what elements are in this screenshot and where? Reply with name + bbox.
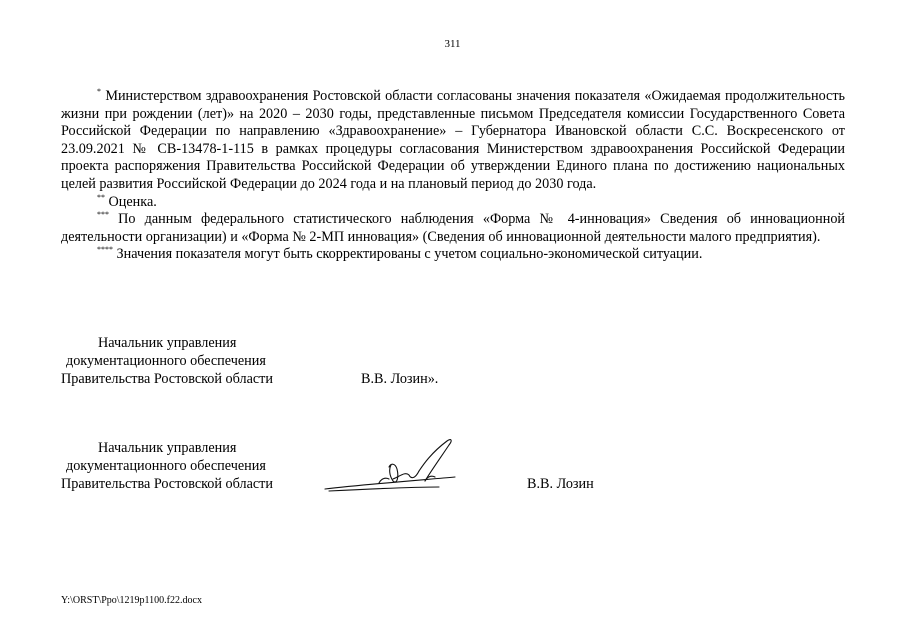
signature-block-2 — [61, 439, 621, 493]
footnote-3 — [61, 211, 845, 246]
footnote-text: Министерством здравоохранения Ростовской области согласованы значения показателя «Ожидаемая продолжительность жизни при рождении (лет)» на 2020 – 2030 годы, представленные письмом Председателя комиссии Государственного Совета Российской Федерации по направлению «Здравоохранение» – Губернатора Ивановской области С.С. Воскресенского от 23.09.2021 № СВ-13478-1-115 в рамках процедуры согласования Министерством здравоохранения Российской Федерации проекта распоряжения Правительства Российской Федерации об утверждении Единого плана по достижению национальных целей развития Российской Федерации до 2024 года и на плановый период до 2030 года. — [61, 88, 846, 192]
signature-block-1 — [61, 334, 621, 388]
footnote-1 — [61, 88, 845, 194]
signatory-name: В.В. Лозин». — [361, 371, 439, 387]
position-line-2: документационного обеспечения — [66, 353, 266, 369]
page-number: 311 — [444, 38, 461, 50]
handwritten-signature-icon — [319, 431, 459, 501]
footnote-mark: **** — [97, 245, 113, 255]
footnotes — [61, 88, 845, 264]
footnote-text: Значения показателя могут быть скорректированы с учетом социально-экономической ситуации. — [116, 246, 703, 263]
footnote-mark: ** — [97, 192, 105, 202]
footnote-mark: * — [97, 87, 101, 96]
position-line-3: Правительства Ростовской области — [61, 476, 273, 492]
footnote-4 — [61, 246, 845, 264]
signatory-name: В.В. Лозин — [527, 476, 594, 492]
footnote-mark: *** — [97, 210, 109, 220]
footnote-2 — [61, 194, 845, 212]
position-line-2: документационного обеспечения — [66, 458, 266, 474]
position-line-3: Правительства Ростовской области — [61, 371, 273, 387]
footnote-text: По данным федерального статистического наблюдения «Форма № 4-инновация» Сведения об инновационной деятельности организации) и «Форма № 2-МП инновация» (Сведения об инновационной деятельности малого предприятия). — [61, 211, 845, 245]
position-line-1: Начальник управления — [98, 440, 237, 456]
position-line-1: Начальник управления — [98, 335, 237, 351]
footnote-text: Оценка. — [108, 193, 157, 210]
file-path: Y:\ORST\Ppo\1219p1100.f22.docx — [61, 595, 202, 606]
